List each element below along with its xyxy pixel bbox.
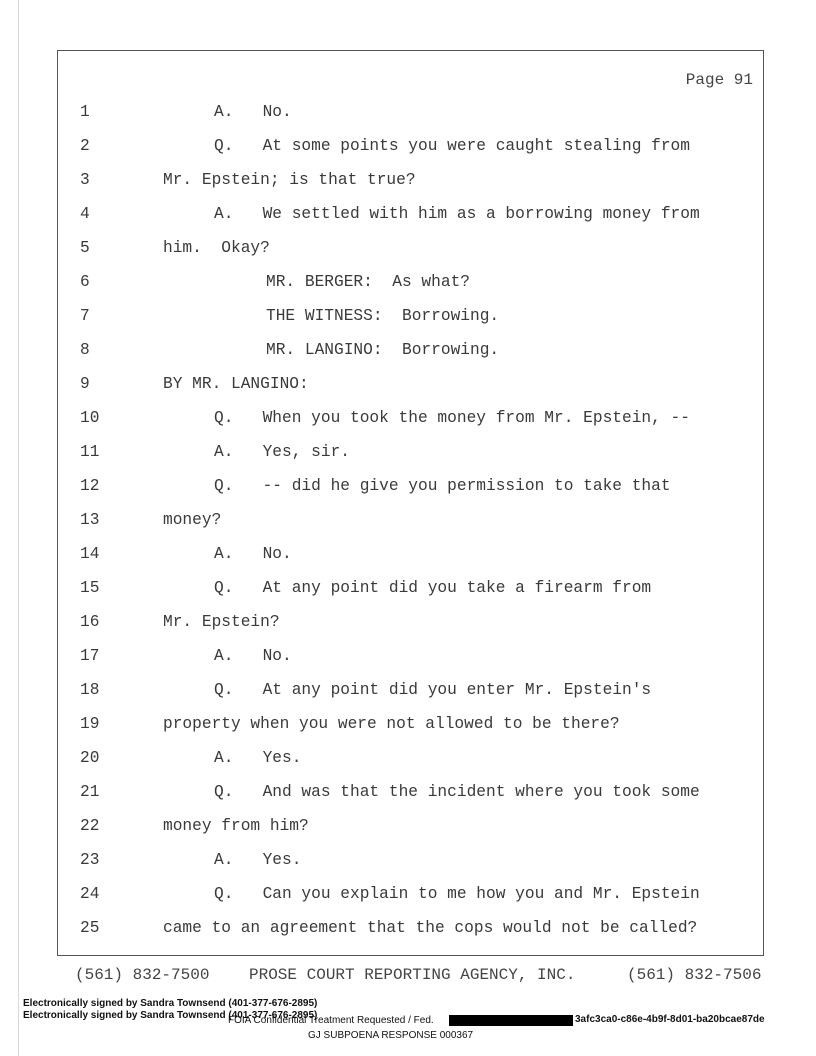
line-number: 9 — [80, 375, 90, 393]
footer-phone-right: (561) 832-7506 — [627, 966, 762, 984]
transcript-line — [58, 919, 763, 953]
line-number: 14 — [80, 545, 100, 563]
line-text: A. Yes. — [214, 851, 302, 869]
line-number: 23 — [80, 851, 100, 869]
line-text: A. No. — [214, 103, 292, 121]
transcript-line — [58, 511, 763, 545]
line-number: 8 — [80, 341, 90, 359]
line-text: BY MR. LANGINO: — [163, 375, 309, 393]
line-text: him. Okay? — [163, 239, 270, 257]
transcript-line — [58, 307, 763, 341]
line-number: 7 — [80, 307, 90, 325]
document-hash: 3afc3ca0-c86e-4b9f-8d01-ba20bcae87de — [575, 1014, 765, 1025]
line-number: 1 — [80, 103, 90, 121]
line-text: Q. At any point did you take a firearm from — [214, 579, 652, 597]
transcript-line — [58, 715, 763, 749]
transcript-line — [58, 477, 763, 511]
line-text: Q. -- did he give you permission to take that — [214, 477, 671, 495]
line-text: Q. When you took the money from Mr. Epstein, -- — [214, 409, 690, 427]
line-text: A. Yes, sir. — [214, 443, 350, 461]
line-number: 19 — [80, 715, 100, 733]
line-text: A. No. — [214, 545, 292, 563]
line-text: A. We settled with him as a borrowing money from — [214, 205, 700, 223]
line-text: money from him? — [163, 817, 309, 835]
line-number: 13 — [80, 511, 100, 529]
line-number: 16 — [80, 613, 100, 631]
transcript-line — [58, 103, 763, 137]
line-text: property when you were not allowed to be there? — [163, 715, 620, 733]
transcript-line — [58, 783, 763, 817]
line-number: 25 — [80, 919, 100, 937]
line-number: 6 — [80, 273, 90, 291]
line-number: 3 — [80, 171, 90, 189]
line-number: 20 — [80, 749, 100, 767]
transcript-line — [58, 579, 763, 613]
transcript-line — [58, 613, 763, 647]
line-number: 17 — [80, 647, 100, 665]
line-number: 24 — [80, 885, 100, 903]
transcript-line — [58, 851, 763, 885]
redaction-bar — [449, 1015, 573, 1026]
line-number: 2 — [80, 137, 90, 155]
transcript-line — [58, 171, 763, 205]
transcript-line — [58, 239, 763, 273]
transcript-line — [58, 341, 763, 375]
transcript-line — [58, 137, 763, 171]
line-number: 11 — [80, 443, 100, 461]
line-text: Q. And was that the incident where you took some — [214, 783, 700, 801]
transcript-line — [58, 409, 763, 443]
transcript-line — [58, 647, 763, 681]
line-number: 18 — [80, 681, 100, 699]
line-text: MR. BERGER: As what? — [266, 273, 470, 291]
line-number: 5 — [80, 239, 90, 257]
electronic-signature-line-1: Electronically signed by Sandra Townsend (401-377-676-2895) — [23, 998, 318, 1009]
line-number: 12 — [80, 477, 100, 495]
transcript-line — [58, 681, 763, 715]
page-number: Page 91 — [685, 71, 753, 89]
line-text: A. Yes. — [214, 749, 302, 767]
line-text: came to an agreement that the cops would not be called? — [163, 919, 698, 937]
line-number: 4 — [80, 205, 90, 223]
gj-subpoena-stamp: GJ SUBPOENA RESPONSE 000367 — [308, 1030, 474, 1041]
line-number: 15 — [80, 579, 100, 597]
line-number: 21 — [80, 783, 100, 801]
transcript-line — [58, 273, 763, 307]
transcript-line — [58, 205, 763, 239]
line-text: Q. Can you explain to me how you and Mr. Epstein — [214, 885, 700, 903]
transcript-line — [58, 817, 763, 851]
line-text: Q. At any point did you enter Mr. Epstein's — [214, 681, 652, 699]
transcript-line — [58, 375, 763, 409]
transcript-line — [58, 545, 763, 579]
electronic-signature-line-2: Electronically signed by Sandra Townsend (401-377-676-2895) — [23, 1010, 318, 1021]
line-text: Mr. Epstein? — [163, 613, 280, 631]
transcript-page-frame — [57, 50, 764, 956]
line-number: 22 — [80, 817, 100, 835]
line-text: Q. At some points you were caught stealing from — [214, 137, 690, 155]
line-text: THE WITNESS: Borrowing. — [266, 307, 500, 325]
transcript-line — [58, 885, 763, 919]
transcript-line — [58, 749, 763, 783]
line-text: MR. LANGINO: Borrowing. — [266, 341, 500, 359]
footer-agency-name: PROSE COURT REPORTING AGENCY, INC. — [249, 966, 576, 984]
transcript-line — [58, 443, 763, 477]
footer-phone-left: (561) 832-7500 — [75, 966, 210, 984]
left-margin-rule — [18, 0, 19, 1056]
line-text: Mr. Epstein; is that true? — [163, 171, 416, 189]
line-text: A. No. — [214, 647, 292, 665]
foia-confidential-note: FOIA Confidential Treatment Requested / Fed. — [228, 1015, 434, 1026]
line-text: money? — [163, 511, 222, 529]
line-number: 10 — [80, 409, 100, 427]
